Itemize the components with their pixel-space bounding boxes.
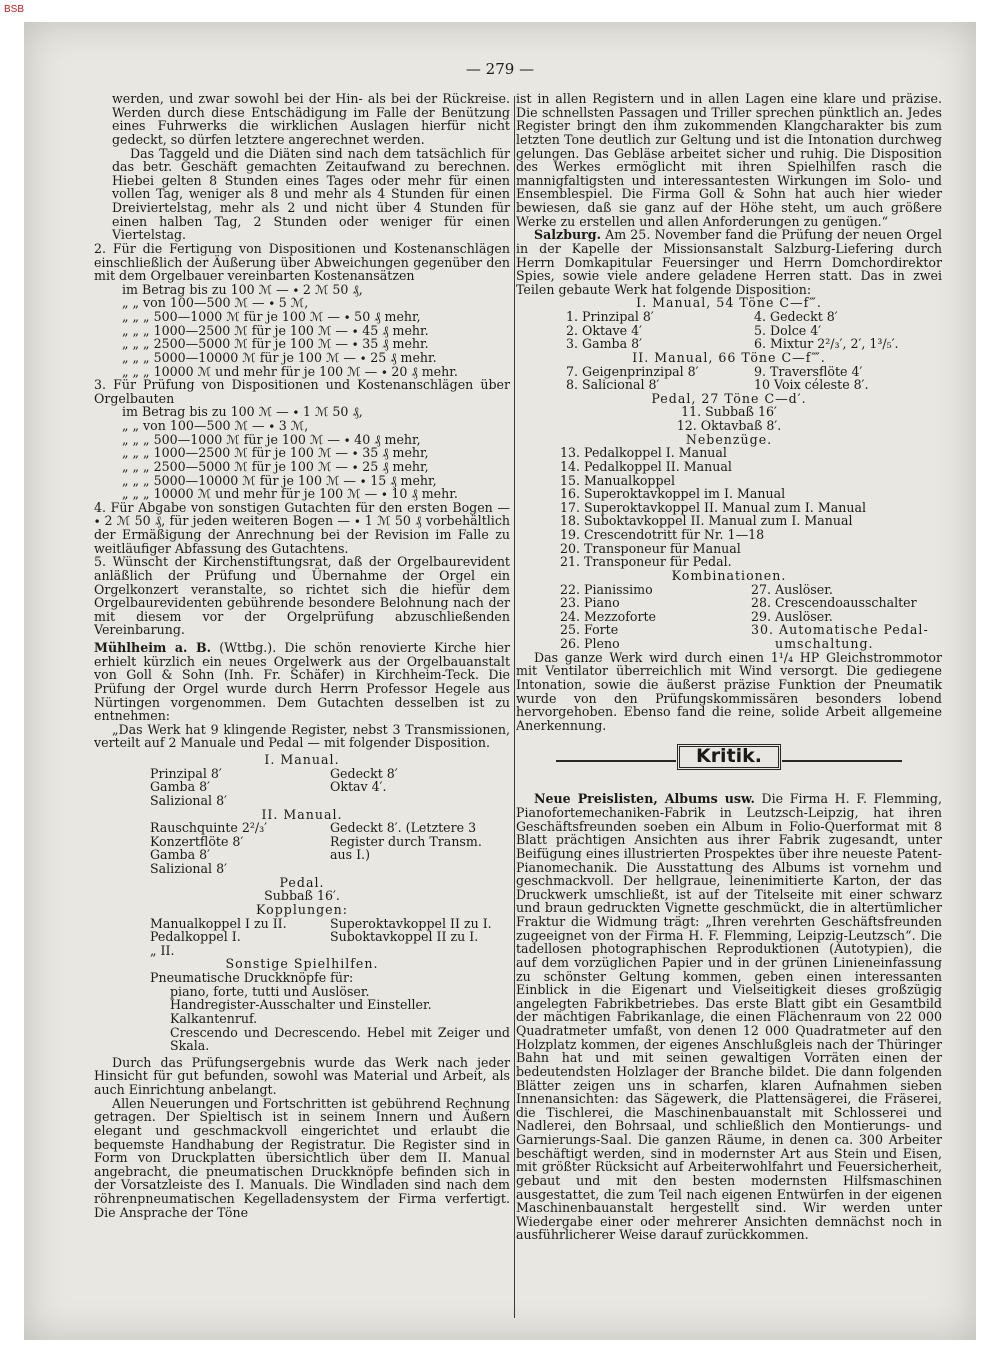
stop: 1. Prinzipal 8′ — [566, 309, 654, 324]
stop: 24. Mezzoforte — [560, 608, 657, 624]
stop: 17. Superoktavkoppel II. Manual zum I. Manual — [560, 499, 866, 515]
stop: 2. Oktave 4′ — [566, 322, 642, 338]
manual-heading: I. Manual, 54 Töne C—f‴. — [636, 295, 822, 311]
stop: 6. Mixtur 2²/₃′, 2′, 1³/₅′. — [754, 336, 899, 352]
manual-heading: II. Manual, 66 Töne C—f⁗. — [632, 349, 826, 365]
section-title: Kritik. — [677, 744, 781, 770]
stop: „ II. — [150, 942, 175, 958]
stop: Konzertflöte 8′ — [150, 833, 244, 849]
stop: 3. Gamba 8′ — [566, 336, 642, 352]
stop: 14. Pedalkoppel II. Manual — [560, 458, 732, 474]
stop: 28. Crescendoausschalter — [751, 595, 917, 611]
item-heading: Neue Preislisten, Albums usw. — [534, 791, 755, 807]
stop: 25. Forte — [560, 622, 619, 638]
aid: piano, forte, tutti und Auslöser. — [170, 983, 370, 999]
rate-line: „ „ „ 2500—5000 ℳ für je 100 ℳ — ∙ 25 ₰ mehr, — [122, 458, 429, 474]
rate-line: „ „ „ 1000—2500 ℳ für je 100 ℳ — ∙ 45 ₰ mehr. — [122, 322, 429, 338]
stop: 11. Subbaß 16′ — [681, 404, 777, 420]
stop: 22. Pianissimo — [560, 581, 653, 597]
stop: Gedeckt 8′. (Letztere 3 — [330, 820, 477, 836]
stop: 30. Automatische Pedal- — [751, 622, 929, 638]
stop-grid — [516, 365, 942, 392]
paragraph: ist in allen Registern und in allen Lagen eine klare und präzise. Die schnellsten Passagen und Triller sprechen pünktlich an. Jedes Register bringt den ihm zukommenden Klangcharakter bis zum letzten Tone deutlich zur Geltung und ist die Intonation durchweg gelungen. Das Gebläse arbeitet sicher und ruhig. Die Disposition des Werkes ermöglicht mit ihren Spielhilfen rasch die mannigfaltigsten und interessantesten Wirkungen im Solo- und Ensemblespiel. Die Firma Goll & Sohn hat auch hier wieder bewiesen, daß sie ganz auf der Höhe steht, um auch größere Werke zu erstellen und allen Anforderungen zu genügen.“ — [516, 91, 942, 229]
rate-line: „ „ „ 1000—2500 ℳ für je 100 ℳ — ∙ 35 ₰ mehr, — [122, 445, 429, 461]
stop: Register durch Transm. — [330, 833, 482, 849]
stop: Oktav 4′. — [330, 779, 387, 795]
stop: Manualkoppel I zu II. — [150, 915, 287, 931]
section-banner — [516, 744, 942, 778]
stop: Superoktavkoppel II zu I. — [330, 915, 492, 931]
place-heading: Salzburg. — [534, 227, 601, 243]
aid-list — [94, 971, 510, 1053]
stop: 21. Transponeur für Pedal. — [560, 554, 732, 570]
rate-line: „ „ „ 2500—5000 ℳ für je 100 ℳ — ∙ 35 ₰ mehr. — [122, 336, 429, 352]
manual-heading: Kopplungen: — [256, 901, 348, 917]
stop: 4. Gedeckt 8′ — [754, 309, 838, 324]
paragraph: Das ganze Werk wird durch einen 1¹/₄ HP Gleichstrommotor mit Ventilator überreichlich mit Wind versorgt. Die gediegene Intonation, sowie die äußerst präzise Funktion der Pneumatik wurde von den Prüfungskommissären besonders lobend hervorgehoben. Ebenso fand die reine, solide Arbeit allgemeine Anerkennung. — [516, 649, 942, 733]
rate-line: „ „ „ 500—1000 ℳ für je 100 ℳ — ∙ 50 ₰ mehr, — [122, 309, 421, 324]
stop: 15. Manualkoppel — [560, 472, 676, 488]
aid: Kalkantenruf. — [170, 1010, 258, 1026]
coupler-grid — [94, 917, 510, 958]
stop: Gamba 8′ — [150, 779, 210, 795]
manual-heading: II. Manual. — [261, 806, 343, 822]
stop: 16. Superoktavkoppel im I. Manual — [560, 486, 786, 502]
stop: 10 Voix céleste 8′. — [754, 377, 869, 393]
stop-grid — [94, 767, 510, 808]
manual-heading: Sonstige Spielhilfen. — [225, 956, 379, 972]
page-sheet — [24, 22, 976, 1340]
paragraph: Salzburg. Am 25. November fand die Prüfung der neuen Orgel in der Kapelle der Missionsanstalt Salzburg-Liefering durch Herrn Domkapitular Feuersinger und Herrn Domchordirektor Spies, sowie viele andere geladene Herren statt. Das in zwei Teilen gebaute Werk hat folgende Disposition: — [516, 227, 942, 297]
stop: Prinzipal 8′ — [150, 765, 222, 781]
manual-heading: Pedal. — [279, 874, 325, 890]
aid: Pneumatische Druckknöpfe für: — [150, 970, 354, 985]
stop-grid — [94, 821, 510, 876]
paragraph: Neue Preislisten, Albums usw. Die Firma H. F. Flemming, Pianofortemechaniken-Fabrik in Leutzsch-Leipzig, hat ihren Geschäftsfreunden soeben ein Album in Folio-Querformat mit 8 Blatt prächtigen Ansichten aus ihrer Fabrik zugesandt, unter Beifügung eines illustrierten Prospektes über ihre neueste Patent-Pianomechanik. Die Ausstattung des Albums ist vornehm und geschmackvoll. Der hellgraue, leinenimitierte Karton, der das Druckwerk umschließt, ist auf der Titelseite mit einer schwarz und braun gedruckten Vignette geschmückt, die in altertümlicher Fraktur die Widmung trägt: „Ihren verehrten Geschäftsfreunden zugeeignet von der Firma H. F. Flemming, Leipzig-Leutzsch“. Die tadellosen photographischen Reproduktionen (Autotypien), die auf dem vorzüglichen Papier und in der grünen Linieneinfassung zu schönster Geltung kommen, geben einen interessanten Einblick in die Eigenart und Vielseitigkeit dieses großzügig angelegten Fabrikbetriebes. Das erste Blatt gibt ein Gesamtbild der mächtigen Fabrikanlage, die einen Flächenraum von 22 000 Quadratmeter umfaßt, von denen 12 000 Quadratmeter auf den Holzplatz kommen, der eigenes Anschlußgleis nach der Thüringer Bahn hat und mit seinen gewaltigen Vorräten einen der bedeutendsten Holzlager der Branche bildet. Die dann folgenden Blätter zeigen uns in scharfen, klaren Aufnahmen sieben Innenansichten: das Sägewerk, die Plattensägerei, die Fräserei, die Tischlerei, die Maschinenbauanstalt mit Schlosserei und Nadlerei, den Bohrsaal, und schließlich den Montierungs- und Garnierungs-Saal. Die ganzen Räume, in denen ca. 300 Arbeiter beschäftigt werden, sind in modernster Art aus Stein und Eisen, mit größter Rücksicht auf Arbeiterwohlfahrt und Feuersicherheit, gebaut und mit den besten modernsten Hilfsmaschinen ausgestattet, die zum Teil nach eigenen Entwürfen in der eigenen Maschinenbauanstalt hergestellt sind. Wir werden unter Wiedergabe einer oder mehrerer Ansichten demnächst noch in ausführlicherer Weise darauf zurückkommen. — [516, 791, 942, 1243]
paragraph: 5. Wünscht der Kirchenstiftungsrat, daß der Orgelbaurevident anläßlich der Prüfung und Übernahme der Orgel ein Orgelkonzert veranstalte, so richtet sich die hiefür dem Orgelbaurevidenten gebührende besondere Belohnung nach der mit diesem vor der Orgelprüfung abzuschließenden Vereinbarung. — [94, 554, 510, 638]
ornament-line — [782, 760, 902, 762]
stop: 23. Piano — [560, 595, 620, 611]
stop: 12. Oktavbaß 8′. — [676, 418, 782, 433]
combination-grid — [516, 583, 942, 651]
stop: 19. Crescendotritt für Nr. 1—18 — [560, 527, 765, 542]
stop: 18. Suboktavkoppel II. Manual zum I. Manual — [560, 513, 853, 529]
stop: 13. Pedalkoppel I. Manual — [560, 445, 727, 461]
paragraph: werden, und zwar sowohl bei der Hin- als bei der Rückreise. Werden durch diese Entschädigung im Falle der Benützung eines Fuhrwerks die wirklichen Auslagen hierfür nicht gedeckt, so dürfen letztere angerechnet werden. — [112, 91, 510, 147]
left-column — [94, 92, 510, 1219]
stop-grid — [516, 310, 942, 351]
rate-line: „ „ „ 5000—10000 ℳ für je 100 ℳ — ∙ 15 ₰ mehr, — [122, 472, 437, 488]
paragraph: 3. Für Prüfung von Dispositionen und Kostenanschlägen über Orgelbauten — [94, 377, 510, 406]
stop: umschaltung. — [775, 636, 874, 651]
manual-heading: Pedal, 27 Töne C—d′. — [651, 390, 807, 406]
paragraph: Allen Neuerungen und Fortschritten ist gebührend Rechnung getragen. Der Spieltisch ist in seinem Innern und Äußern elegant und geschmackvoll eingerichtet und erlaubt die bequemste Handhabung der Registratur. Die Register sind in Form von Druckplatten übersichtlich über dem II. Manual angebracht, die pneumatischen Druckknöpfe befinden sich in der Vorsatzleiste des I. Manuals. Die Windladen sind nach dem röhrenpneumatischen Kegelladensystem der Firma verfertigt. Die Ansprache der Töne — [94, 1095, 510, 1220]
aid: Crescendo und Decrescendo. Hebel mit Zeiger und Skala. — [170, 1024, 510, 1054]
paragraph: Mühlheim a. B. (Wttbg.). Die schön renovierte Kirche hier erhielt kürzlich ein neues Orgelwerk aus der Orgelbauanstalt von Goll & Sohn (Inh. Fr. Schäfer) in Kirchheim-Teck. Die Prüfung der Orgel wurde durch Herrn Professor Hegele aus Nürtingen vorgenommen. Dem Gutachten desselben ist zu entnehmen: — [94, 640, 510, 724]
stop: Subbaß 16′. — [264, 888, 340, 904]
coupler-list — [516, 446, 942, 569]
paragraph: 2. Für die Fertigung von Dispositionen und Kostenanschlägen einschließlich der Äußerung über Abweichungen gegenüber den mit dem Orgelbauer vereinbarten Kostenansätzen — [94, 240, 510, 284]
rate-line: „ „ „ 10000 ℳ und mehr für je 100 ℳ — ∙ 10 ₰ mehr. — [122, 486, 458, 502]
manual-heading: Kombinationen. — [671, 567, 787, 583]
column-divider — [514, 96, 515, 1318]
right-column — [516, 92, 942, 1242]
library-mark: BSB — [4, 4, 25, 15]
stop: Rauschquinte 2²/₃′ — [150, 820, 268, 836]
paragraph: 4. Für Abgabe von sonstigen Gutachten für den ersten Bogen — ∙ 2 ℳ 50 ₰, für jeden weiteren Bogen — ∙ 1 ℳ 50 ₰ vorbehältlich der Ermäßigung der Anrechnung bei der Revision im Falle zu weitläufiger Abfassung des Gutachtens. — [94, 499, 510, 556]
paragraph: Durch das Prüfungsergebnis wurde das Werk nach jeder Hinsicht für gut befunden, sowohl was Material und Arbeit, als auch Einrichtung anbelangt. — [94, 1054, 510, 1097]
rate-line: „ „ „ 500—1000 ℳ für je 100 ℳ — ∙ 40 ₰ mehr, — [122, 431, 421, 447]
stop: Salizional 8′ — [150, 792, 227, 808]
manual-heading: Nebenzüge. — [685, 431, 773, 447]
page-number: — 279 — — [465, 60, 535, 78]
stop: 27. Auslöser. — [751, 581, 833, 597]
stop: 29. Auslöser. — [751, 608, 833, 624]
place-heading: Mühlheim a. B. — [94, 640, 212, 655]
stop: aus I.) — [330, 847, 370, 863]
stop: 8. Salicional 8′ — [566, 377, 660, 393]
quote: „Das Werk hat 9 klingende Register, nebst 3 Transmissionen, verteilt auf 2 Manuale und Pedal — mit folgender Disposition. — [94, 721, 510, 751]
stop: 7. Geigenprinzipal 8′ — [566, 363, 699, 379]
rate-line: „ „ „ 10000 ℳ und mehr für je 100 ℳ — ∙ 20 ₰ mehr. — [122, 363, 458, 379]
stop: Gedeckt 8′ — [330, 765, 398, 781]
rate-line: „ „ von 100—500 ℳ — ∙ 3 ℳ, — [122, 418, 309, 433]
aid: Handregister-Ausschalter und Einsteller. — [170, 997, 432, 1013]
rate-line: „ „ von 100—500 ℳ — ∙ 5 ℳ, — [122, 295, 309, 311]
stop: Salizional 8′ — [150, 861, 227, 876]
stop: Gamba 8′ — [150, 847, 210, 863]
manual-heading: I. Manual. — [264, 752, 340, 767]
stop: 20. Transponeur für Manual — [560, 540, 741, 556]
rate-line: im Betrag bis zu 100 ℳ — ∙ 1 ℳ 50 ₰, — [122, 404, 363, 420]
stop: 26. Pleno — [560, 636, 620, 651]
stop: Suboktavkoppel II zu I. — [330, 929, 479, 945]
paragraph: Das Taggeld und die Diäten sind nach dem tatsächlich für das betr. Geschäft gemachten Zeitaufwand zu berechnen. Hiebei gelten 8 Stunden eines Tages oder mehr für einen vollen Tag, weniger als 8 und mehr als 4 Stunden für einen Dreiviertelstag, mehr als 2 und nicht über 4 Stunden für einen halben Tag, 2 Stunden oder weniger für einen Viertelstag. — [112, 145, 510, 243]
ornament-line — [556, 760, 676, 762]
stop: 9. Traversflöte 4′ — [754, 363, 863, 379]
rate-line: im Betrag bis zu 100 ℳ — ∙ 2 ℳ 50 ₰, — [122, 281, 363, 297]
stop: 5. Dolce 4′ — [754, 322, 822, 338]
stop: Pedalkoppel I. — [150, 929, 241, 945]
rate-line: „ „ „ 5000—10000 ℳ für je 100 ℳ — ∙ 25 ₰ mehr. — [122, 349, 437, 365]
